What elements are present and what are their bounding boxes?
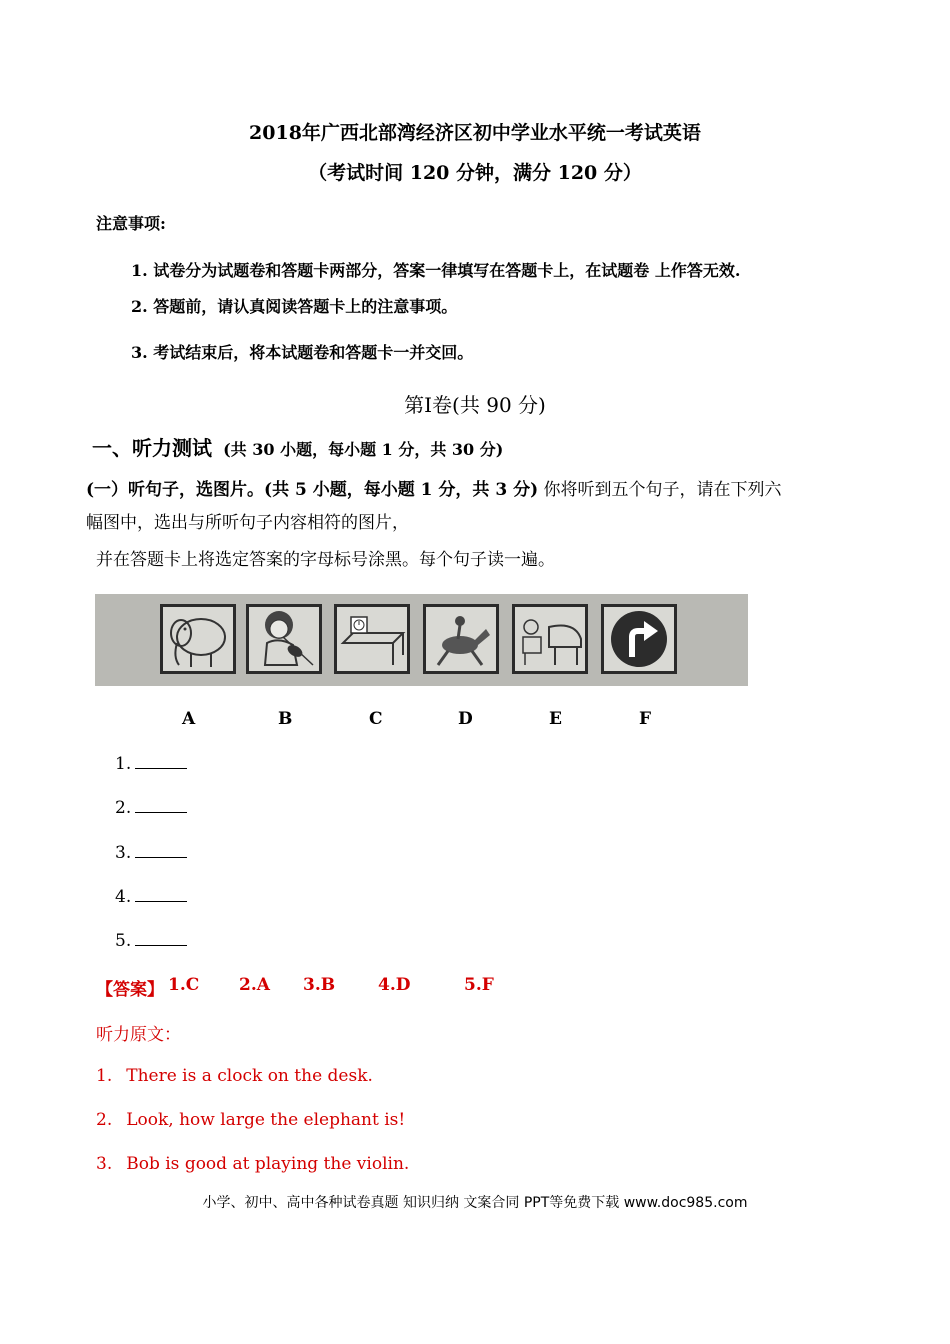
answer-item-3: 3.B — [303, 975, 336, 995]
blank-number: 4. — [115, 887, 132, 907]
answer-item-4: 4.D — [378, 975, 411, 995]
picture-letter-d: D — [458, 709, 473, 729]
transcript-number: 2. — [96, 1110, 113, 1130]
transcript-text: There is a clock on the desk. — [126, 1066, 373, 1086]
part1-lead: (一）听句子，选图片。(共 5 小题，每小题 1 分，共 3 分) — [86, 480, 539, 500]
transcript-text: Look, how large the elephant is! — [126, 1110, 406, 1130]
picture-letter-f: F — [639, 709, 652, 729]
page-footer: 小学、初中、高中各种试卷真题 知识归纳 文案合同 PPT等免费下载 www.doc985.com — [202, 1195, 748, 1211]
blank-line[interactable] — [135, 931, 187, 946]
blank-line[interactable] — [135, 754, 187, 769]
transcript-number: 1. — [96, 1066, 113, 1086]
blank-line[interactable] — [135, 843, 187, 858]
note-item-2: 2. 答题前，请认真阅读答题卡上的注意事项。 — [131, 297, 458, 316]
blank-number: 2. — [115, 798, 132, 818]
transcript-line-2 — [96, 1110, 405, 1130]
turn-right-sign-icon — [601, 604, 677, 674]
piano-girl-icon — [512, 604, 588, 674]
answer-blank-1[interactable] — [115, 754, 187, 774]
transcript-line-1 — [96, 1066, 373, 1086]
section-heading — [92, 432, 503, 461]
note-item-1: 1. 试卷分为试题卷和答题卡两部分，答案一律填写在答题卡上，在试题卷 上作答无效. — [131, 261, 741, 280]
blank-number: 3. — [115, 843, 132, 863]
picture-letter-a: A — [182, 709, 196, 729]
volume-title: 第Ⅰ卷(共 90 分) — [404, 393, 546, 417]
elephant-icon — [160, 604, 236, 674]
picture-letter-c: C — [369, 709, 383, 729]
blank-number: 1. — [115, 754, 132, 774]
picture-strip — [95, 594, 748, 686]
blank-line[interactable] — [135, 798, 187, 813]
violin-girl-icon — [246, 604, 322, 674]
note-item-3: 3. 考试结束后，将本试题卷和答题卡一并交回。 — [131, 343, 474, 362]
answer-blank-4[interactable] — [115, 887, 187, 907]
section-meta: (共 30 小题，每小题 1 分，共 30 分) — [223, 440, 504, 459]
clock-on-desk-icon — [334, 604, 410, 674]
answer-blank-5[interactable] — [115, 931, 187, 951]
answer-item-1: 1.C — [168, 975, 200, 995]
section-title: 一、听力测试 — [92, 436, 212, 460]
answer-label: 【答案】 — [96, 980, 164, 1000]
blank-number: 5. — [115, 931, 132, 951]
answer-blank-2[interactable] — [115, 798, 187, 818]
transcript-text: Bob is good at playing the violin. — [126, 1154, 410, 1174]
part1-instruction-line1 — [86, 475, 782, 500]
part1-instruction-line2: 幅图中，选出与所听句子内容相符的图片， — [86, 513, 409, 533]
answer-blank-3[interactable] — [115, 843, 187, 863]
transcript-line-3 — [96, 1154, 409, 1174]
transcript-heading: 听力原文： — [96, 1025, 181, 1045]
part1-instruction-line3: 并在答题卡上将选定答案的字母标号涂黑。每个句子读一遍。 — [96, 550, 555, 570]
horse-rider-icon — [423, 604, 499, 674]
blank-line[interactable] — [135, 887, 187, 902]
notes-heading: 注意事项: — [96, 214, 166, 233]
picture-letter-e: E — [549, 709, 562, 729]
answer-item-5: 5.F — [464, 975, 494, 995]
picture-letter-b: B — [278, 709, 293, 729]
exam-subtitle: （考试时间 120 分钟，满分 120 分） — [308, 162, 642, 184]
transcript-number: 3. — [96, 1154, 113, 1174]
answer-item-2: 2.A — [239, 975, 270, 995]
exam-title: 2018年广西北部湾经济区初中学业水平统一考试英语 — [249, 122, 701, 144]
part1-instruction-a: 你将听到五个句子，请在下列六 — [538, 480, 782, 500]
